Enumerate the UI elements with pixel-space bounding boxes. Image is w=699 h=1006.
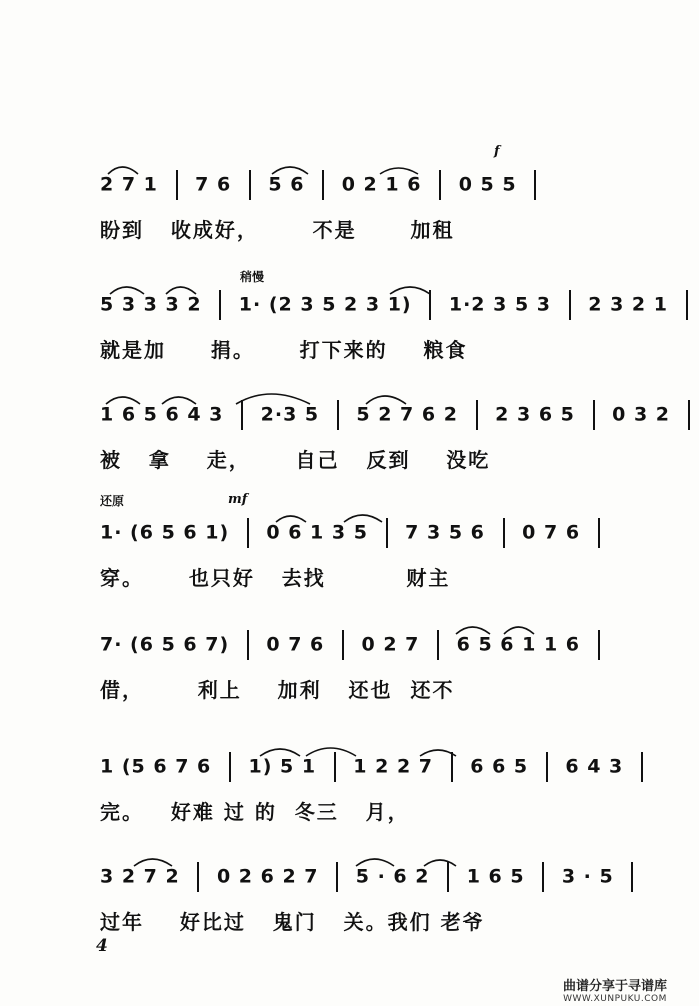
- measure: 5 · 6 2: [348, 865, 438, 888]
- measure: 6 6 5: [462, 755, 536, 778]
- measure: 1 2 2 7: [345, 755, 441, 778]
- numbered-notation: [100, 400, 678, 440]
- measure: 1) 5 1: [240, 755, 324, 778]
- bar-line: [598, 630, 600, 660]
- bar-line: [451, 752, 453, 782]
- measure: 0 2 1 6: [334, 173, 430, 196]
- dynamic-mark: f: [494, 144, 500, 159]
- watermark-title: 曲谱分享于寻谱库: [562, 979, 667, 994]
- bar-line: [176, 170, 178, 200]
- lyrics: 过年 好比过 鬼门 关。我们 老爷: [100, 910, 485, 934]
- numbered-notation: [100, 290, 676, 330]
- bar-line: [686, 290, 688, 320]
- measure: 2·3 5: [253, 403, 327, 426]
- measure: 6 4 3: [557, 755, 631, 778]
- bar-line: [437, 630, 439, 660]
- lyrics: 穿。 也只好 去找 财主: [100, 566, 451, 590]
- measure: 1·2 3 5 3: [441, 293, 559, 316]
- measure: 0 2 6 2 7: [209, 865, 327, 888]
- measure: 0 7 6: [514, 521, 588, 544]
- lyrics: 完。 好难 过 的 冬三 月，: [100, 800, 410, 824]
- dynamic-mark: mf: [228, 492, 248, 507]
- measure: 1 6 5 6 4 3: [100, 403, 232, 426]
- watermark-url: WWW.XUNPUKU.COM: [563, 994, 667, 1004]
- bar-line: [334, 752, 336, 782]
- bar-line: [641, 752, 643, 782]
- measure: 0 7 6: [258, 633, 332, 656]
- measure: 5 2 7 6 2: [348, 403, 466, 426]
- measure: 7 6: [187, 173, 239, 196]
- bar-line: [249, 170, 251, 200]
- lyrics: 被 拿 走， 自己 反到 没吃: [100, 448, 491, 472]
- measure: 1 6 5: [459, 865, 533, 888]
- bar-line: [447, 862, 449, 892]
- measure: 3 2 7 2: [100, 865, 188, 888]
- measure: 1· (6 5 6 1): [100, 521, 237, 544]
- watermark: [540, 975, 690, 1004]
- bar-line: [429, 290, 431, 320]
- bar-line: [598, 518, 600, 548]
- measure: 2 3 2 1: [580, 293, 676, 316]
- bar-line: [219, 290, 221, 320]
- measure: 0 6 1 3 5: [258, 521, 376, 544]
- lyrics: 盼到 收成好， 不是 加租: [100, 218, 455, 242]
- bar-line: [688, 400, 690, 430]
- bar-line: [386, 518, 388, 548]
- numbered-notation: [100, 862, 622, 902]
- bar-line: [241, 400, 243, 430]
- bar-line: [337, 400, 339, 430]
- measure: 2 3 6 5: [487, 403, 583, 426]
- bar-line: [342, 630, 344, 660]
- bar-line: [229, 752, 231, 782]
- bar-line: [631, 862, 633, 892]
- bar-line: [322, 170, 324, 200]
- measure: 6 5 6 1 1 6: [449, 633, 588, 656]
- bar-line: [546, 752, 548, 782]
- bar-line: [439, 170, 441, 200]
- measure: 0 3 2: [604, 403, 678, 426]
- bar-line: [336, 862, 338, 892]
- bar-line: [247, 518, 249, 548]
- measure: 1· (2 3 5 2 3 1): [231, 293, 420, 316]
- measure: 3 · 5: [554, 865, 622, 888]
- measure: 5 3 3 3 2: [100, 293, 210, 316]
- numbered-notation: [100, 630, 588, 670]
- measure: 0 2 7: [353, 633, 428, 656]
- tempo-mark: 还原: [100, 494, 125, 508]
- bar-line: [534, 170, 536, 200]
- numbered-notation: [100, 518, 588, 558]
- bar-line: [476, 400, 478, 430]
- bar-line: [247, 630, 249, 660]
- bar-line: [593, 400, 595, 430]
- measure: 1 (5 6 7 6: [100, 755, 219, 778]
- bar-line: [197, 862, 199, 892]
- numbered-notation: [100, 170, 580, 210]
- bar-line: [569, 290, 571, 320]
- bar-line: [542, 862, 544, 892]
- measure: 7 3 5 6: [397, 521, 493, 544]
- measure: 5 6: [260, 173, 313, 196]
- numbered-notation: [100, 752, 631, 792]
- bar-line: [503, 518, 505, 548]
- lyrics: 就是加 捐。 打下来的 粮食: [100, 338, 468, 362]
- measure: 7· (6 5 6 7): [100, 633, 237, 656]
- page-number: 4: [96, 936, 108, 956]
- lyrics: 借， 利上 加利 还也 还不: [100, 678, 455, 702]
- tempo-mark: 稍慢: [240, 270, 265, 284]
- measure: 2 7 1: [100, 173, 166, 196]
- measure: 0 5 5: [451, 173, 525, 196]
